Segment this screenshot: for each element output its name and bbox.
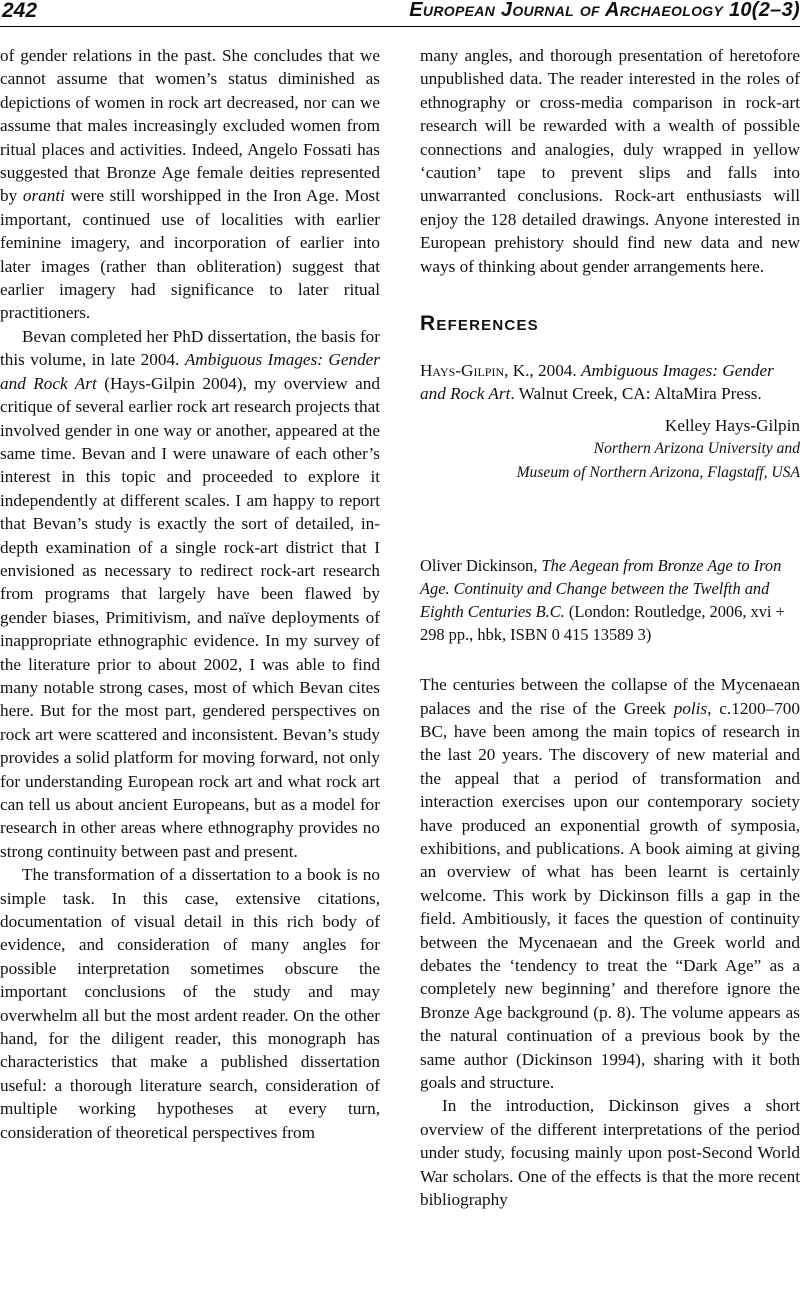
body-paragraph: The centuries between the collapse of the Mycenaean palaces and the rise of the Greek polis, c.1200–700 BC, have been among the main topics of research in the last 20 years. The discovery of new material and the appeal that a period of transformation and interaction exercises upon our contemporary society have produced an exponential growth of symposia, exhibitions, and publications. A book aiming at giving an overview of what has been learnt is certainly welcome. This work by Dickinson fills a gap in the field. Ambitiously, it faces the question of continuity between the Mycenaean and the Greek world and debates the ‘tendency to treat the “Dark Age” as a completely new beginning’ and therefore ignore the Bronze Age background (p. 8). The volume appears as the natural continuation of a previous book by the same author (Dickinson 1994), sharing with it both goals and structure. <box>420 675 800 1092</box>
page-number: 242 <box>2 0 38 22</box>
body-paragraph: In the introduction, Dickinson gives a short overview of the different interpretations of the period under study, focusing mainly upon post-Second World War scholars. One of the effects is that the more recent bibliography <box>420 1096 800 1210</box>
body-paragraph: of gender relations in the past. She concludes that we cannot assume that women’s status diminished as depictions of women in rock art decreased, nor can we assume that males increasingly excluded women from ritual places and activities. Indeed, Angelo Fossati has suggested that Bronze Age female deities represented by oranti were still worshipped in the Iron Age. Most important, continued use of localities with earlier feminine imagery, and incorporation of earlier into later images (rather than obliteration) suggest that earlier imagery had significance to later ritual practitioners. <box>0 46 380 323</box>
running-header <box>0 0 800 27</box>
left-column <box>0 44 380 1144</box>
right-column <box>420 44 800 1211</box>
body-paragraph: many angles, and thorough presentation of heretofore unpublished data. The reader interested in the roles of ethnography or cross-media comparison in rock-art research will be rewarded with a wealth of possible connections and analogies, duly wrapped in yellow ‘caution’ tape to prevent slips and falls into unwarranted conclusions. Rock-art enthusiasts will enjoy the 128 detailed drawings. Anyone interested in European prehistory should find new data and new ways of thinking about gender arrangements here. <box>420 46 800 276</box>
reference-entry: Hays-Gilpin, K., 2004. Ambiguous Images: Gender and Rock Art. Walnut Creek, CA: AltaMira Press. <box>420 361 774 404</box>
reviewer-name: Kelley Hays-Gilpin <box>664 415 800 435</box>
body-paragraph: The transformation of a dissertation to a book is no simple task. In this case, extensive citations, documentation of visual detail in this rich body of evidence, and consideration of many angles for possible interpretation sometimes obscure the important conclusions of the study and may overwhelm all but the most ardent reader. On the other hand, for the diligent reader, this monograph has characteristics that make a published dissertation useful: a thorough literature search, consideration of multiple working hypotheses at every turn, consideration of theoretical perspectives from <box>0 865 380 1142</box>
review-book-citation: Oliver Dickinson, The Aegean from Bronze Age to Iron Age. Continuity and Change between the Twelfth and Eighth Centuries B.C. (London: Routledge, 2006, xvi + 298 pp., hbk, ISBN 0 415 13589 3) <box>420 556 785 645</box>
references-heading: References <box>420 312 539 336</box>
reviewer-affiliation-line1: Northern Arizona University and <box>593 440 800 458</box>
body-paragraph: Bevan completed her PhD dissertation, the basis for this volume, in late 2004. Ambiguous Images: Gender and Rock Art (Hays-Gilpin 2004), my overview and critique of several earlier rock art research projects that involved gender in one way or another, appeared at the same time. Bevan and I were unaware of each other’s interest in this topic and proceeded to explore it independently at different scales. I am happy to report that Bevan’s study is exactly the sort of detailed, in-depth examination of a single rock-art district that I envisioned as necessary to redirect rock-art research from programs that largely have been flawed by gender biases, Primitivism, and naïve deployments of inappropriate ethnographic evidence. In my survey of the literature prior to about 2002, I was able to find many notable strong cases, most of which Bevan cites here. But for the most part, gendered perspectives on rock art were scattered and inconsistent. Bevan’s study provides a solid platform for moving forward, not only for understanding European rock art and what rock art can tell us about ancient Europeans, but as a model for research in other areas where ethnography provides no strong continuity between past and present. <box>0 326 380 861</box>
reviewer-affiliation-line2: Museum of Northern Arizona, Flagstaff, USA <box>516 463 800 481</box>
journal-title: European Journal of Archaeology 10(2–3) <box>409 0 800 21</box>
